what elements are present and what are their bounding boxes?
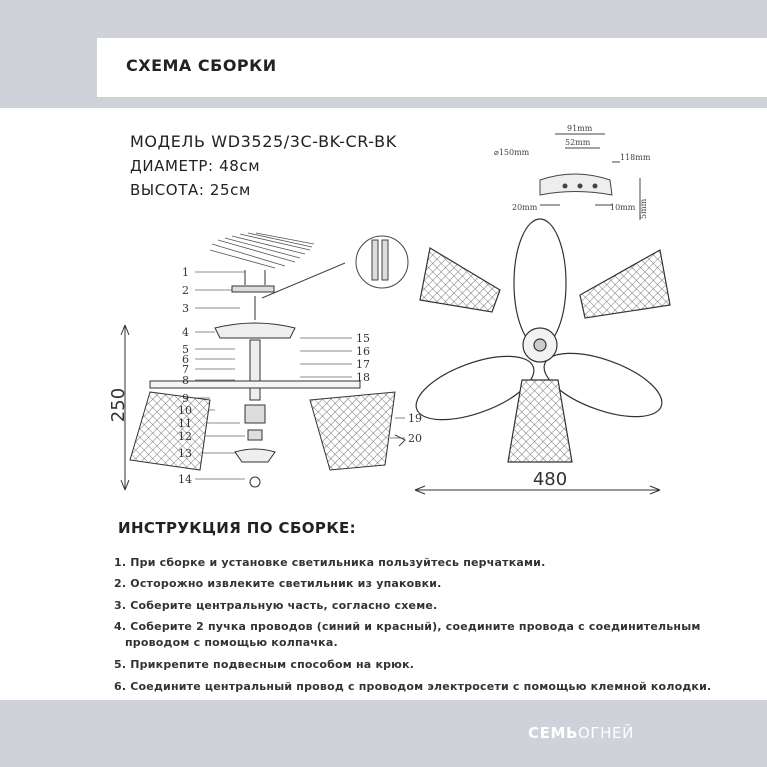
part-number: 19 [408, 412, 422, 425]
height-value: 25см [209, 181, 251, 199]
brand-logo [528, 724, 634, 742]
part-number: 7 [182, 363, 189, 376]
part-number: 10 [178, 404, 192, 417]
instruction-step: 6. Соедините центральный провод с проводом электросети с помощью клемной колодки. [114, 680, 712, 693]
instruction-step: 5. Прикрепите подвесным способом на крюк. [114, 658, 415, 671]
wire-detail [262, 236, 408, 298]
assembly-diagram [0, 108, 767, 508]
brand-bold: СЕМЬ [528, 724, 579, 742]
part-number: 9 [182, 392, 189, 405]
part-number: 12 [178, 430, 192, 443]
instruction-step: проводом с помощью колпачка. [125, 636, 338, 649]
instruction-step: 2. Осторожно извлеките светильник из упаковки. [114, 577, 442, 590]
dim-d150: ⌀150mm [494, 148, 530, 157]
dim-w10: 10mm [610, 203, 636, 212]
part-number: 6 [182, 353, 189, 366]
part-number: 2 [182, 284, 189, 297]
instruction-step: 3. Соберите центральную часть, согласно схеме. [114, 599, 438, 612]
brand-light: ОГНЕЙ [578, 724, 634, 742]
instruction-step: 1. При сборке и установке светильника пользуйтесь перчатками. [114, 556, 546, 569]
dim-w52: 52mm [565, 138, 591, 147]
part-number: 4 [182, 326, 189, 339]
part-number: 15 [356, 332, 370, 345]
height-dim-label: 250 [108, 387, 129, 423]
part-number: 1 [182, 266, 189, 279]
part-number: 3 [182, 302, 189, 315]
part-number: 14 [178, 473, 192, 486]
instruction-step: 4. Соберите 2 пучка проводов (синий и красный), соедините провода с соединительным [114, 620, 701, 633]
model-name: МОДЕЛЬ WD3525/3C-BK-CR-BK [130, 132, 397, 151]
dim-w91: 91mm [567, 124, 593, 133]
part-number: 11 [178, 417, 192, 430]
ceiling-hatch [210, 233, 314, 268]
chandelier-top-view [408, 219, 670, 462]
instructions-title: ИНСТРУКЦИЯ ПО СБОРКЕ: [118, 519, 357, 537]
dim-h5: 5mm [639, 198, 648, 219]
dim-w20: 20mm [512, 203, 538, 212]
part-number: 5 [182, 343, 189, 356]
part-number: 13 [178, 447, 192, 460]
width-dim-label: 480 [532, 469, 568, 490]
part-number: 16 [356, 345, 370, 358]
dim-h118: 118mm [620, 153, 651, 162]
diameter-label: ДИАМЕТР: [130, 157, 214, 175]
height-label: ВЫСОТА: [130, 181, 205, 199]
part-number: 18 [356, 371, 370, 384]
part-number: 17 [356, 358, 370, 371]
diameter-value: 48см [219, 157, 261, 175]
page-title: СХЕМА СБОРКИ [126, 56, 277, 75]
part-number: 8 [182, 374, 189, 387]
footer-band [0, 700, 767, 767]
part-number: 20 [408, 432, 422, 445]
